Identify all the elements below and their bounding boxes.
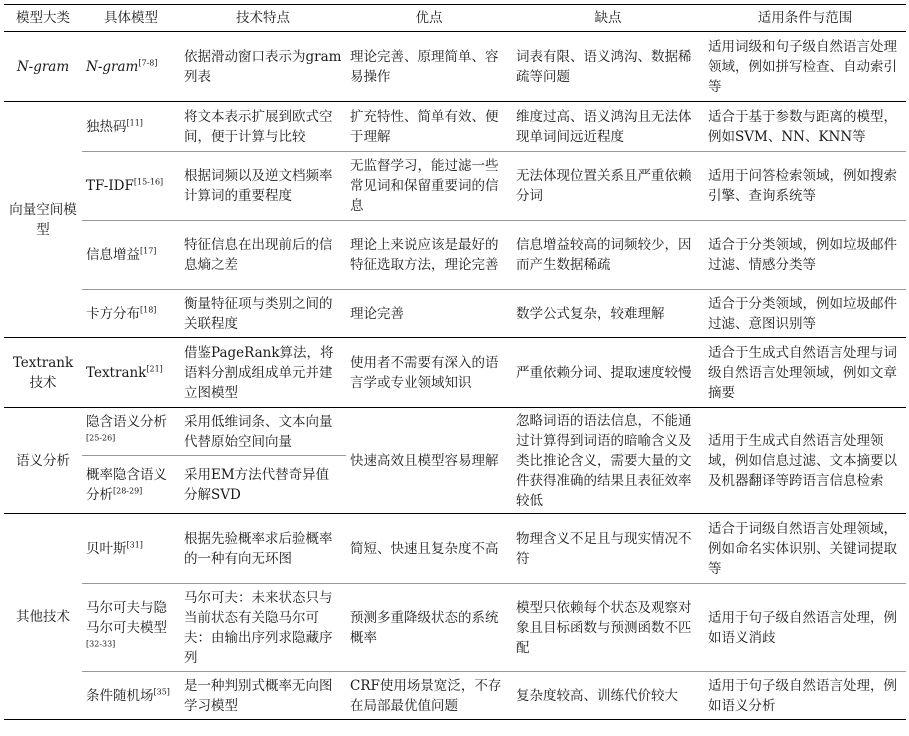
feature-cell: 依据滑动窗口表示为gram列表	[180, 32, 346, 102]
feature-cell: 将文本表示扩展到欧式空间，便于计算与比较	[180, 102, 346, 152]
reference-mark: [15-16]	[133, 177, 164, 187]
pros-cell: 无监督学习，能过滤一些常见词和保留重要词的信息	[346, 152, 512, 221]
scope-cell: 适合于基于参数与距离的模型，例如SVM、NN、KNN等	[704, 102, 906, 152]
cons-cell: 数学公式复杂，较难理解	[512, 290, 704, 338]
table-row	[4, 584, 906, 672]
header-row	[4, 5, 906, 32]
scope-cell: 适用于句子级自然语言处理，例如语义消歧	[704, 584, 906, 672]
scope-cell: 适用词级和句子级自然语言处理领域，例如拼写检查、自动索引等	[704, 32, 906, 102]
model-cell	[82, 152, 180, 221]
model-cell	[82, 102, 180, 152]
method-comparison-table	[4, 4, 906, 720]
reference-mark: [18]	[140, 305, 157, 314]
model-cell	[82, 584, 180, 672]
category-cell: Textrank技术	[4, 338, 82, 408]
pros-cell: CRF使用场景宽泛，不存在局部最优值问题	[346, 672, 512, 720]
reference-mark: [28-29]	[113, 486, 143, 495]
table-row	[4, 32, 906, 102]
reference-mark: [7-8]	[138, 58, 158, 67]
table-row	[4, 408, 906, 456]
scope-cell: 适用于生成式自然语言处理领域，例如信息过滤、文本摘要以及机器翻译等跨语言信息检索	[704, 408, 906, 514]
feature-cell: 根据词频以及逆文档频率计算词的重要程度	[180, 152, 346, 221]
feature-cell: 采用EM方法代替奇异值分解SVD	[180, 456, 346, 514]
pros-cell: 使用者不需要有深入的语言学或专业领域知识	[346, 338, 512, 408]
model-cell	[82, 32, 180, 102]
scope-cell: 适用于句子级自然语言处理，例如语义分析	[704, 672, 906, 720]
model-name: 信息增益	[86, 247, 140, 263]
reference-mark: [31]	[126, 540, 143, 549]
cons-cell: 无法体现位置关系且严重依赖分词	[512, 152, 704, 221]
feature-cell: 衡量特征项与类别之间的关联程度	[180, 290, 346, 338]
header-cons: 缺点	[512, 5, 704, 32]
model-name: 隐含语义分析	[86, 413, 167, 430]
feature-cell: 根据先验概率求后验概率的一种有向无环图	[180, 514, 346, 584]
model-cell	[82, 221, 180, 290]
reference-mark: [32-33]	[86, 639, 116, 648]
pros-cell: 快速高效且模型容易理解	[346, 408, 512, 514]
model-name: TF-IDF	[86, 178, 134, 194]
cons-cell: 复杂度较高、训练代价较大	[512, 672, 704, 720]
category-cell: 语义分析	[4, 408, 82, 514]
header-category: 模型大类	[4, 5, 82, 32]
model-cell	[82, 514, 180, 584]
reference-mark: [11]	[126, 118, 143, 127]
table-row	[4, 102, 906, 152]
model-name: Textrank	[86, 364, 147, 381]
reference-mark: [21]	[146, 364, 163, 373]
header-pros: 优点	[346, 5, 512, 32]
model-cell	[82, 338, 180, 408]
reference-mark: [25-26]	[86, 433, 116, 442]
model-name: 马尔可夫与隐马尔可夫模型	[86, 599, 167, 636]
table-row	[4, 338, 906, 408]
reference-mark: [17]	[140, 246, 157, 256]
model-name: 卡方分布	[86, 305, 140, 322]
feature-cell: 特征信息在出现前后的信息熵之差	[180, 221, 346, 290]
table-row	[4, 221, 906, 290]
model-name: N-gram	[86, 58, 139, 75]
scope-cell: 适合于词级自然语言处理领域，例如命名实体识别、关键词提取等	[704, 514, 906, 584]
model-cell	[82, 672, 180, 720]
category-cell: N-gram	[4, 32, 82, 102]
header-scope: 适用条件与范围	[704, 5, 906, 32]
feature-cell: 借鉴PageRank算法，将语料分割成组成单元并建立图模型	[180, 338, 346, 408]
pros-cell: 简短、快速且复杂度不高	[346, 514, 512, 584]
cons-cell: 严重依赖分词、提取速度较慢	[512, 338, 704, 408]
pros-cell: 理论完善	[346, 290, 512, 338]
table-row	[4, 514, 906, 584]
header-model: 具体模型	[82, 5, 180, 32]
scope-cell: 适用于问答检索领域，例如搜索引擎、查询系统等	[704, 152, 906, 221]
pros-cell: 扩充特性、简单有效、便于理解	[346, 102, 512, 152]
model-name: 概率隐含语义分析	[86, 466, 167, 503]
scope-cell: 适合于生成式自然语言处理与词级自然语言处理领域，例如文章摘要	[704, 338, 906, 408]
scope-cell: 适合于分类领域，例如垃圾邮件过滤、情感分类等	[704, 221, 906, 290]
cons-cell: 信息增益较高的词频较少，因而产生数据稀疏	[512, 221, 704, 290]
cons-cell: 维度过高、语义鸿沟且无法体现单词间远近程度	[512, 102, 704, 152]
table-row	[4, 290, 906, 338]
header-feature: 技术特点	[180, 5, 346, 32]
model-cell	[82, 290, 180, 338]
category-cell: 其他技术	[4, 514, 82, 720]
model-name: 条件随机场	[86, 687, 154, 704]
cons-cell: 物理含义不足且与现实情况不符	[512, 514, 704, 584]
table-row	[4, 152, 906, 221]
category-cell: 向量空间模型	[4, 102, 82, 338]
pros-cell: 预测多重降级状态的系统概率	[346, 584, 512, 672]
pros-cell: 理论上来说应该是最好的特征选取方法，理论完善	[346, 221, 512, 290]
feature-cell: 马尔可夫：未来状态只与当前状态有关隐马尔可夫：由输出序列求隐藏序列	[180, 584, 346, 672]
feature-cell: 采用低维词条、文本向量代替原始空间向量	[180, 408, 346, 456]
model-name: 贝叶斯	[86, 540, 127, 557]
cons-cell: 模型只依赖每个状态及观察对象且目标函数与预测函数不匹配	[512, 584, 704, 672]
model-cell	[82, 456, 180, 514]
cons-cell: 词表有限、语义鸿沟、数据稀疏等问题	[512, 32, 704, 102]
scope-cell: 适合于分类领域，例如垃圾邮件过滤、意图识别等	[704, 290, 906, 338]
cons-cell: 忽略词语的语法信息，不能通过计算得到词语的暗喻含义及类比推论含义，需要大量的文件获得准确的结果且表征效率较低	[512, 408, 704, 514]
pros-cell: 理论完善、原理简单、容易操作	[346, 32, 512, 102]
table-row	[4, 672, 906, 720]
feature-cell: 是一种判别式概率无向图学习模型	[180, 672, 346, 720]
reference-mark: [35]	[153, 687, 170, 696]
model-cell	[82, 408, 180, 456]
model-name: 独热码	[86, 118, 127, 135]
